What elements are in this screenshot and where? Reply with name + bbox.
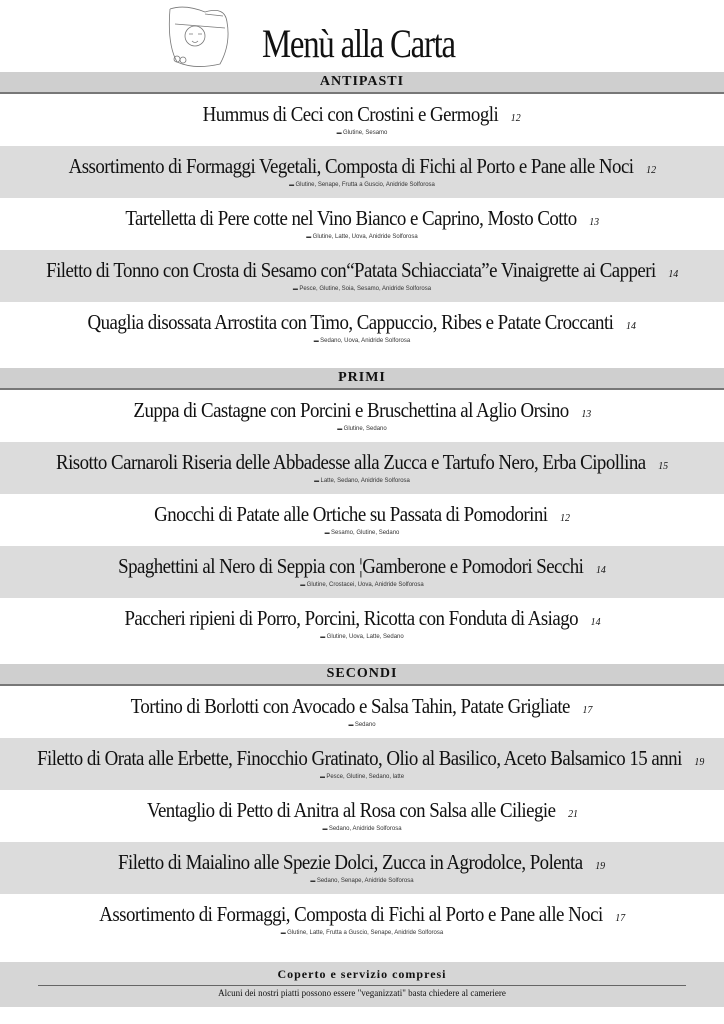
restaurant-logo bbox=[165, 4, 235, 70]
dish-price: 12 bbox=[560, 512, 570, 524]
allergens: ▬ Glutine, Latte, Frutta a Guscio, Senape, Anidride Solforosa bbox=[0, 930, 724, 936]
page-title: Menù alla Carta bbox=[262, 21, 455, 66]
allergens: ▬ Glutine, Senape, Frutta a Guscio, Anidride Solforosa bbox=[0, 182, 724, 188]
dish-name: Assortimento di Formaggi Vegetali, Composta di Fichi al Porto e Pane alle Noci bbox=[68, 154, 634, 178]
menu-item bbox=[0, 442, 724, 494]
menu-item bbox=[0, 390, 724, 442]
allergens: ▬ Glutine, Uova, Latte, Sedano bbox=[0, 634, 724, 640]
cover-charge-note: Coperto e servizio compresi bbox=[277, 967, 447, 981]
dish-line bbox=[99, 894, 625, 927]
dish-name: Assortimento di Formaggi, Composta di Fichi al Porto e Pane alle Noci bbox=[99, 902, 603, 926]
dish-name: Paccheri ripieni di Porro, Porcini, Ricotta con Fonduta di Asiago bbox=[123, 606, 578, 630]
allergens: ▬ Glutine, Sesamo bbox=[0, 130, 724, 136]
dish-price: 19 bbox=[595, 860, 606, 872]
dish-line bbox=[118, 842, 605, 875]
dish-line bbox=[203, 94, 521, 127]
menu-item bbox=[0, 790, 724, 842]
dish-price: 14 bbox=[626, 320, 637, 332]
dish-line bbox=[125, 198, 599, 231]
menu-item bbox=[0, 842, 724, 894]
dish-line bbox=[46, 250, 678, 283]
dish-name: Tartelletta di Pere cotte nel Vino Bianco e Caprino, Mosto Cotto bbox=[125, 206, 577, 230]
dish-name: Filetto di Tonno con Crosta di Sesamo con“Patata Schiacciata”e Vinaigrette ai Capperi bbox=[45, 258, 656, 282]
dish-line bbox=[88, 302, 636, 335]
menu-body bbox=[0, 72, 724, 946]
menu-item bbox=[0, 94, 724, 146]
menu-item bbox=[0, 302, 724, 354]
dish-price: 14 bbox=[590, 616, 601, 628]
dish-price: 17 bbox=[615, 912, 625, 924]
section-heading-primi: PRIMI bbox=[0, 368, 724, 390]
dish-line bbox=[133, 390, 591, 423]
section-heading-secondi: SECONDI bbox=[0, 664, 724, 686]
dish-name: Spaghettini al Nero di Seppia con ¦Gamberone e Pomodori Secchi bbox=[118, 554, 584, 578]
section-heading-antipasti: ANTIPASTI bbox=[0, 72, 724, 94]
dish-line bbox=[146, 790, 577, 823]
menu-item bbox=[0, 686, 724, 738]
allergens: ▬ Sedano, Anidride Solforosa bbox=[0, 826, 724, 832]
dish-price: 13 bbox=[588, 216, 599, 228]
dish-line bbox=[68, 146, 655, 179]
menu-item bbox=[0, 494, 724, 546]
dish-name: Filetto di Maialino alle Spezie Dolci, Zucca in Agrodolce, Polenta bbox=[118, 850, 584, 874]
section-spacer bbox=[0, 354, 724, 366]
dish-line bbox=[56, 442, 668, 475]
dish-price: 21 bbox=[567, 808, 578, 820]
dish-price: 12 bbox=[511, 112, 521, 124]
menu-item bbox=[0, 738, 724, 790]
allergens: ▬ Glutine, Crostacei, Uova, Anidride Solforosa bbox=[0, 582, 724, 588]
allergens: ▬ Sesamo, Glutine, Sedano bbox=[0, 530, 724, 536]
allergens: ▬ Glutine, Latte, Uova, Anidride Solforosa bbox=[0, 234, 724, 240]
allergens: ▬ Pesce, Glutine, Soia, Sesamo, Anidride Solforosa bbox=[0, 286, 724, 292]
menu-item bbox=[0, 146, 724, 198]
dish-price: 14 bbox=[668, 268, 679, 280]
dish-price: 13 bbox=[580, 408, 591, 420]
allergens: ▬ Sedano bbox=[0, 722, 724, 728]
section-spacer bbox=[0, 650, 724, 662]
dish-name: Risotto Carnaroli Riseria delle Abbadesse alla Zucca e Tartufo Nero, Erba Cipollina bbox=[55, 450, 646, 474]
allergens: ▬ Sedano, Senape, Anidride Solforosa bbox=[0, 878, 724, 884]
menu-item bbox=[0, 250, 724, 302]
menu-item bbox=[0, 598, 724, 650]
dish-name: Tortino di Borlotti con Avocado e Salsa Tahin, Patate Grigliate bbox=[131, 694, 571, 718]
dish-name: Quaglia disossata Arrostita con Timo, Cappuccio, Ribes e Patate Croccanti bbox=[87, 310, 614, 334]
vegan-note: Alcuni dei nostri piatti possono essere "veganizzati" basta chiedere al cameriere bbox=[218, 988, 506, 998]
menu-item bbox=[0, 198, 724, 250]
allergens: ▬ Glutine, Sedano bbox=[0, 426, 724, 432]
dish-line bbox=[37, 738, 704, 771]
allergens: ▬ Latte, Sedano, Anidride Solforosa bbox=[0, 478, 724, 484]
dish-price: 17 bbox=[582, 704, 593, 716]
dish-price: 15 bbox=[658, 460, 669, 472]
menu-item bbox=[0, 894, 724, 946]
menu-item bbox=[0, 546, 724, 598]
dish-name: Ventaglio di Petto di Anitra al Rosa con Salsa alle Ciliegie bbox=[146, 798, 556, 822]
dish-name: Gnocchi di Patate alle Ortiche su Passata di Pomodorini bbox=[154, 502, 548, 526]
dish-line bbox=[131, 686, 593, 719]
dish-name: Hummus di Ceci con Crostini e Germogli bbox=[202, 102, 499, 126]
footer-divider bbox=[38, 985, 686, 986]
dish-name: Zuppa di Castagne con Porcini e Bruschettina al Aglio Orsino bbox=[133, 398, 569, 422]
dish-price: 12 bbox=[645, 164, 656, 176]
menu-footer bbox=[0, 962, 724, 1007]
allergens: ▬ Sedano, Uova, Anidride Solforosa bbox=[0, 338, 724, 344]
dish-line bbox=[124, 598, 600, 631]
dish-price: 14 bbox=[595, 564, 606, 576]
dish-name: Filetto di Orata alle Erbette, Finocchio Gratinato, Olio al Basilico, Aceto Balsamico 15 anni bbox=[37, 746, 682, 770]
dish-price: 19 bbox=[694, 756, 705, 768]
dish-line bbox=[118, 546, 606, 579]
allergens: ▬ Pesce, Glutine, Sedano, latte bbox=[0, 774, 724, 780]
dish-line bbox=[154, 494, 570, 527]
menu-header bbox=[0, 0, 724, 70]
